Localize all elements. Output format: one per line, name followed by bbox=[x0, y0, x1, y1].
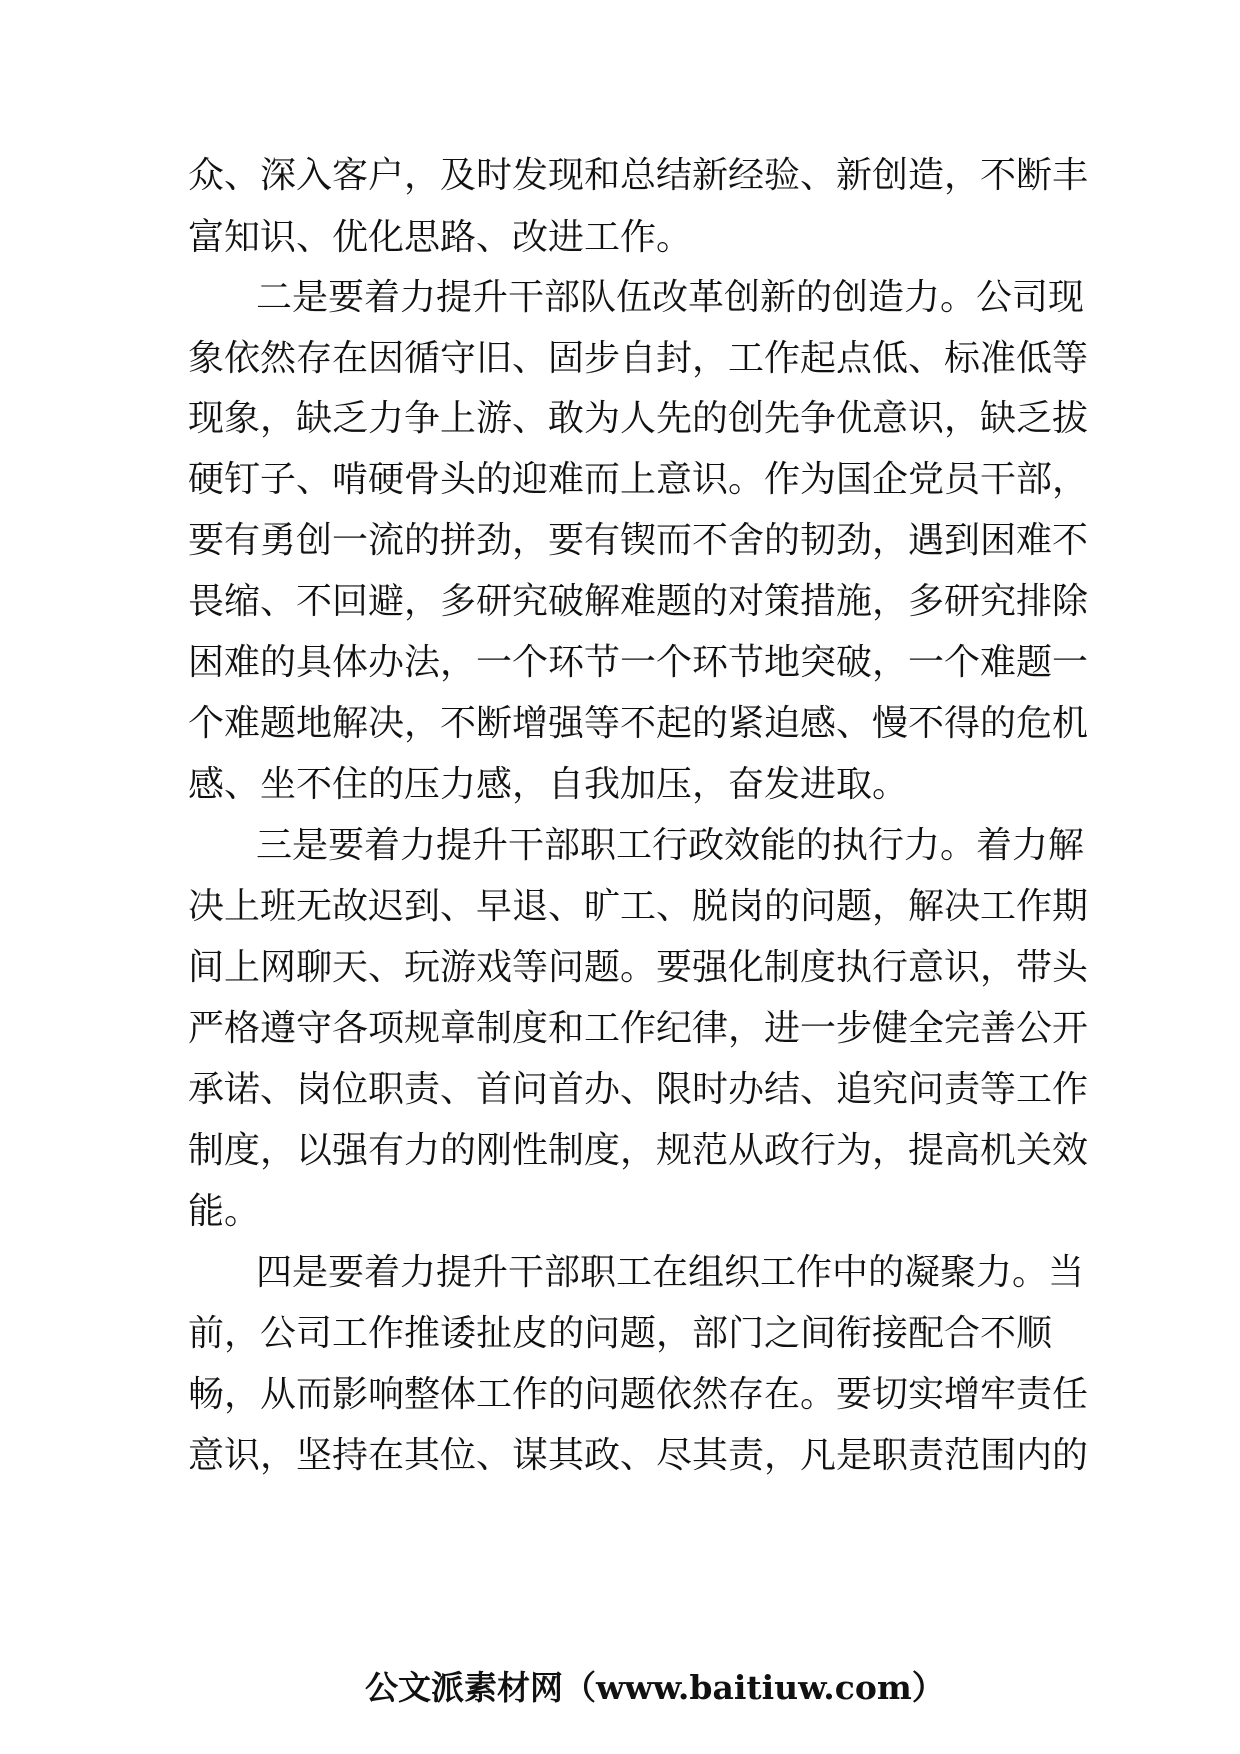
paragraph-3-line-5: 承诺、岗位职责、首问首办、限时办结、追究问责等工作 bbox=[188, 1069, 1089, 1110]
paragraph-2-line-3: 现象，缺乏力争上游、敢为人先的创先争优意识，缺乏拔 bbox=[188, 398, 1089, 439]
paragraph-2-line-2: 象依然存在因循守旧、固步自封，工作起点低、标准低等 bbox=[188, 338, 1089, 379]
paragraph-2-line-9: 感、坐不住的压力感，自我加压，奋发进取。 bbox=[188, 764, 909, 805]
paragraph-4-line-3: 畅，从而影响整体工作的问题依然存在。要切实增牢责任 bbox=[188, 1374, 1089, 1415]
paragraph-4-line-2: 前，公司工作推诿扯皮的问题，部门之间衔接配合不顺 bbox=[188, 1313, 1053, 1354]
paragraph-3-line-6: 制度，以强有力的刚性制度，规范从政行为，提高机关效 bbox=[188, 1130, 1089, 1171]
paragraph-3-line-1: 三是要着力提升干部职工行政效能的执行力。着力解 bbox=[256, 825, 1085, 866]
paragraph-2-line-6: 畏缩、不回避，多研究破解难题的对策措施，多研究排除 bbox=[188, 581, 1089, 622]
paragraph-1-line-1: 众、深入客户，及时发现和总结新经验、新创造，不断丰 bbox=[188, 155, 1089, 196]
paragraph-3-line-2: 决上班无故迟到、早退、旷工、脱岗的问题，解决工作期 bbox=[188, 886, 1089, 927]
paragraph-1-line-2: 富知识、优化思路、改进工作。 bbox=[188, 217, 693, 258]
paragraph-2-line-1: 二是要着力提升干部队伍改革创新的创造力。公司现 bbox=[256, 277, 1085, 318]
paragraph-3-line-4: 严格遵守各项规章制度和工作纪律，进一步健全完善公开 bbox=[188, 1008, 1089, 1049]
footer-site-mark: 公文派素材网（www.baitiuw.com） bbox=[365, 1668, 945, 1707]
paragraph-2-line-5: 要有勇创一流的拼劲，要有锲而不舍的韧劲，遇到困难不 bbox=[188, 520, 1089, 561]
paragraph-2-line-4: 硬钉子、啃硬骨头的迎难而上意识。作为国企党员干部， bbox=[188, 459, 1089, 500]
paragraph-2-line-7: 困难的具体办法，一个环节一个环节地突破，一个难题一 bbox=[188, 642, 1089, 683]
paragraph-4-line-4: 意识，坚持在其位、谋其政、尽其责，凡是职责范围内的 bbox=[188, 1435, 1089, 1476]
paragraph-2-line-8: 个难题地解决，不断增强等不起的紧迫感、慢不得的危机 bbox=[188, 703, 1089, 744]
paragraph-4-line-1: 四是要着力提升干部职工在组织工作中的凝聚力。当 bbox=[256, 1252, 1085, 1293]
paragraph-3-line-3: 间上网聊天、玩游戏等问题。要强化制度执行意识，带头 bbox=[188, 947, 1089, 988]
paragraph-3-line-7: 能。 bbox=[188, 1191, 261, 1232]
